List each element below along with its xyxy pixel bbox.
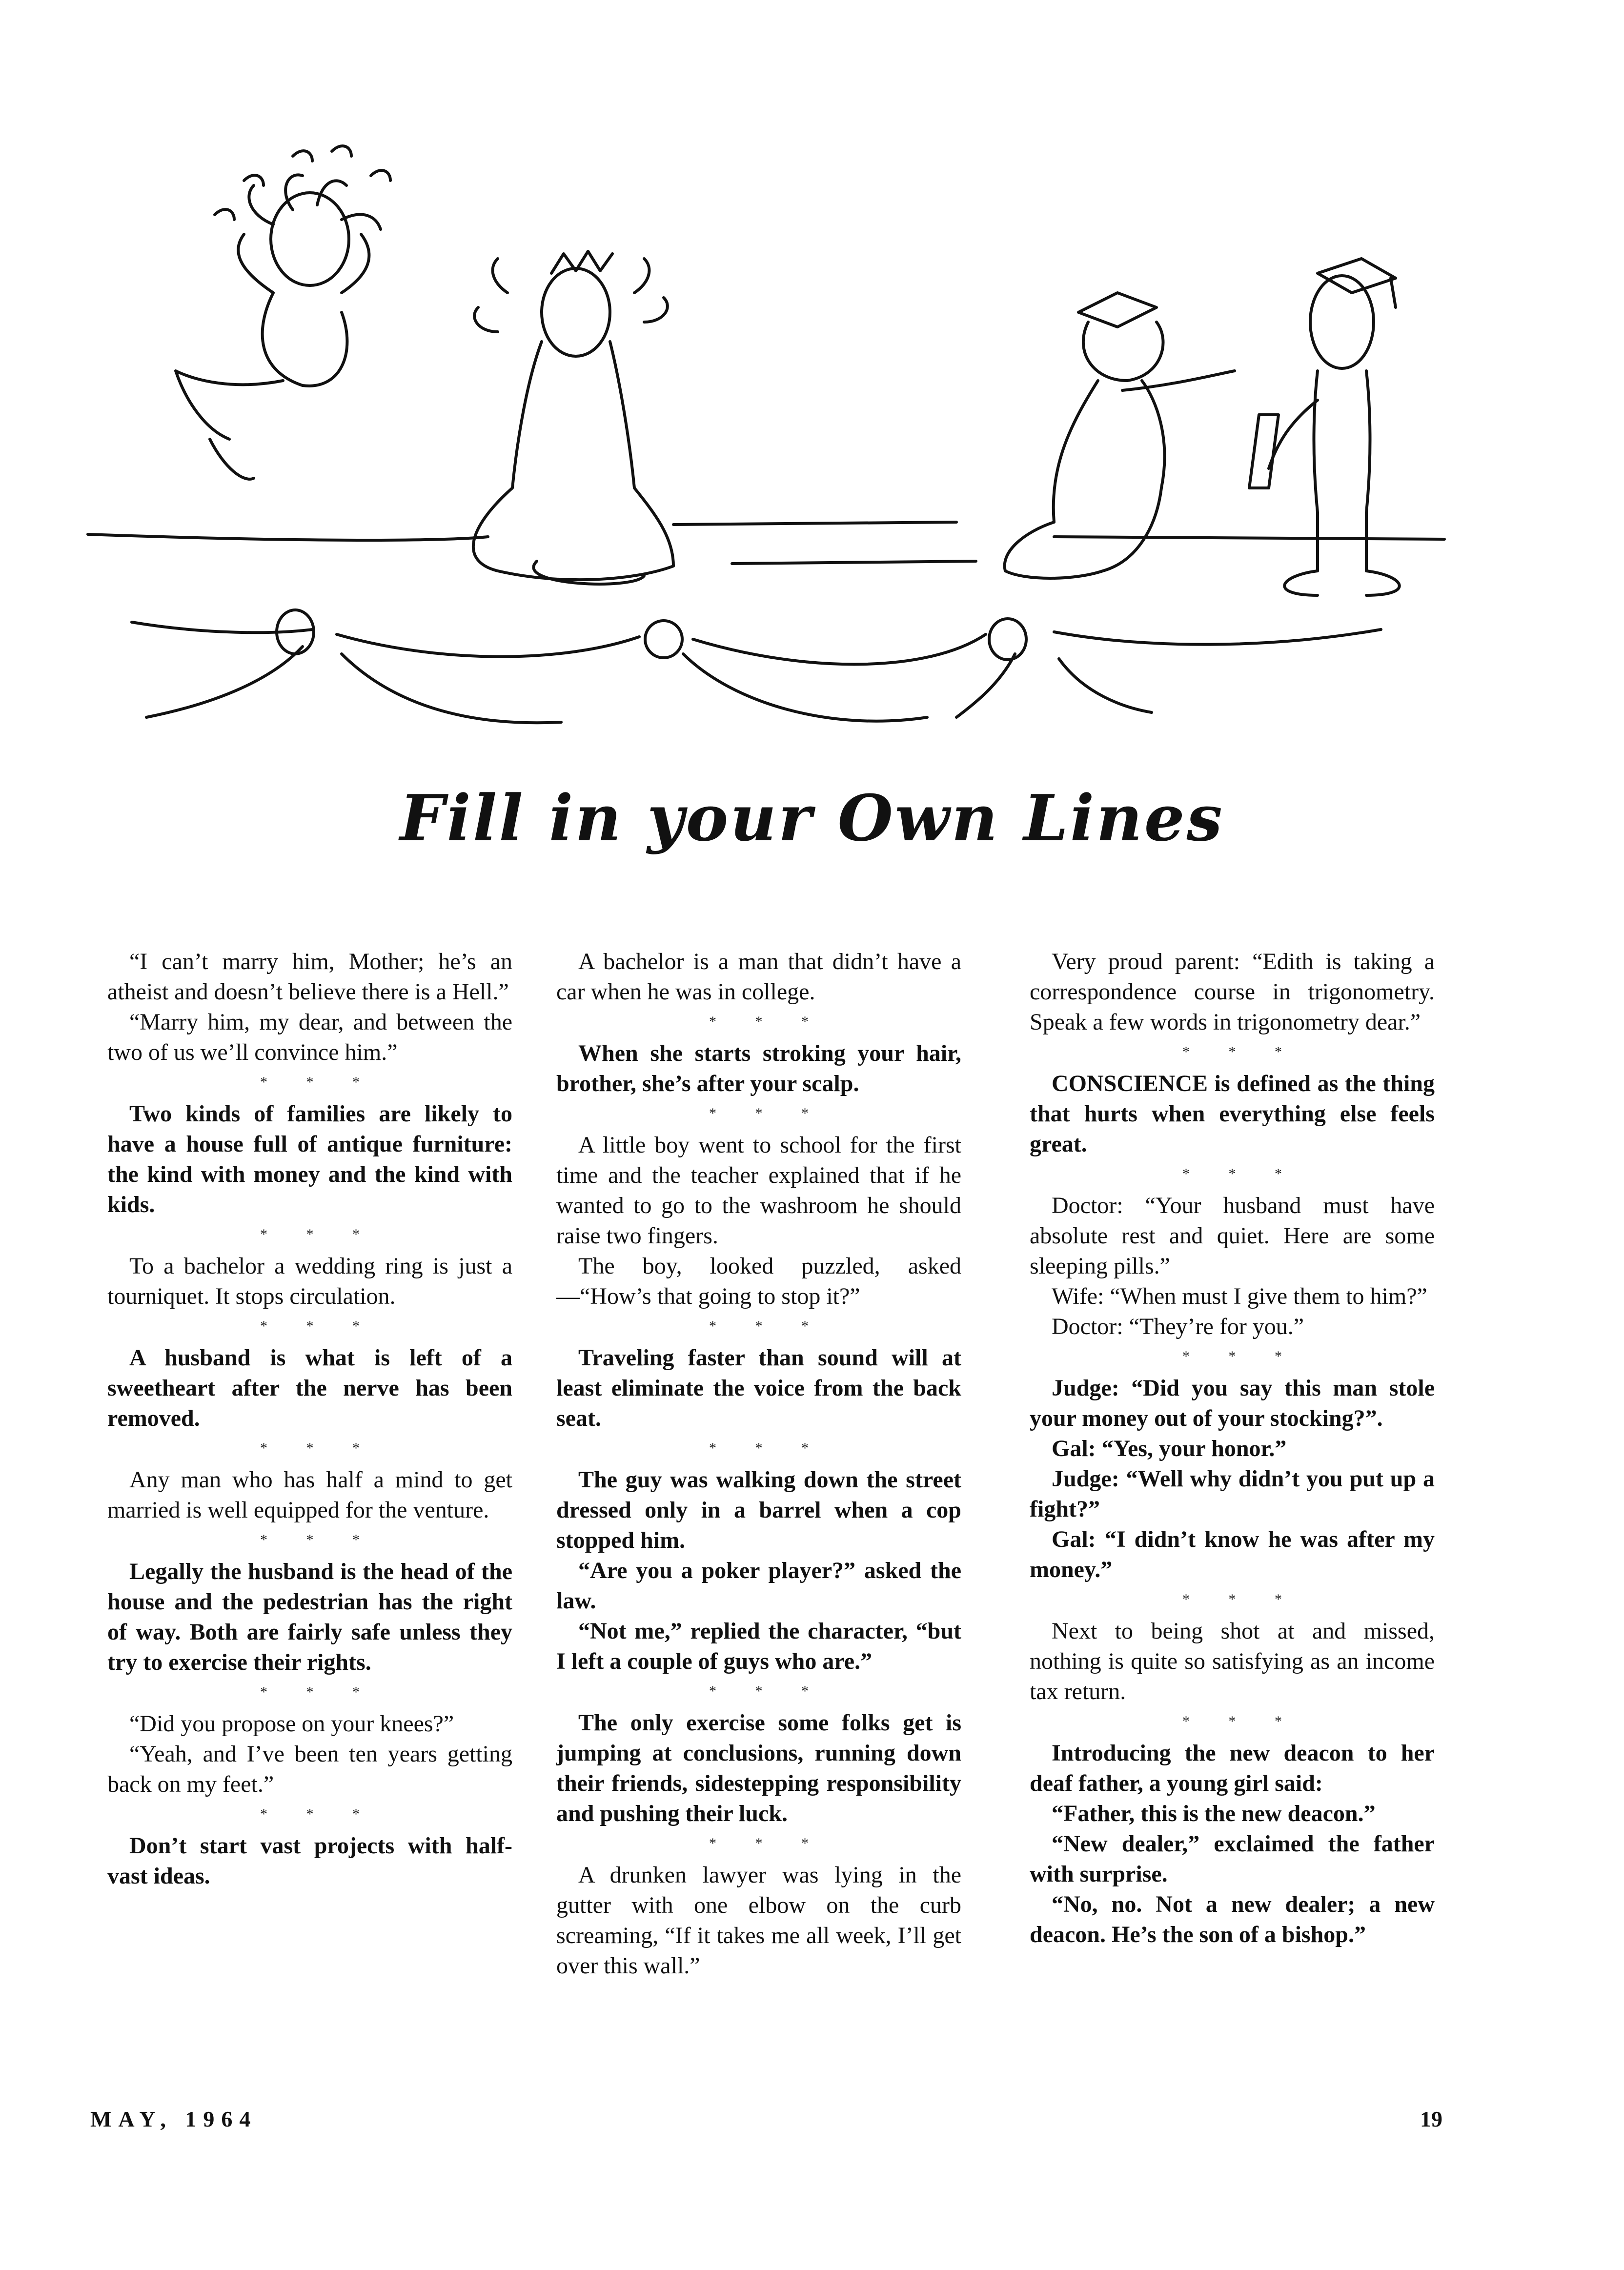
section-separator: * * *: [1182, 1348, 1299, 1364]
section-separator: * * *: [1182, 1044, 1299, 1060]
joke-item: [556, 1130, 961, 1312]
page-title: Fill in your Own Lines: [400, 781, 1224, 855]
section-separator: * * *: [709, 1318, 826, 1334]
section-separator: * * *: [260, 1226, 377, 1242]
joke-paragraph: Traveling faster than sound will at least eliminate the voice from the back seat.: [556, 1345, 961, 1431]
joke-item: [107, 1709, 512, 1800]
stage-floor-line: [732, 561, 976, 564]
curtain-swag: [337, 634, 639, 657]
footer-issue-date: MAY, 1964: [90, 2107, 258, 2131]
stage-floor-line: [88, 534, 488, 540]
section-separator: * * *: [260, 1440, 377, 1456]
joke-paragraph: Wife: “When must I give them to him?”: [1052, 1283, 1427, 1309]
joke-paragraph: A drunken lawyer was lying in the gutter with one elbow on the curb screaming, “If it takes me all week, I’ll get over this wall.”: [556, 1862, 961, 1979]
joke-paragraph: Doctor: “Your husband must have absolute rest and quiet. Here are some sleeping pills.”: [1030, 1193, 1435, 1279]
footer-page-number: 19: [1420, 2107, 1442, 2131]
joke-item: [556, 947, 961, 1007]
curtain-swag: [1054, 629, 1381, 645]
joke-paragraph: The boy, looked puzzled, asked —“How’s that going to stop it?”: [556, 1253, 961, 1309]
joke-item: [107, 947, 512, 1068]
joke-item: [1030, 947, 1435, 1037]
joke-paragraph: Don’t start vast projects with half-vast ideas.: [107, 1833, 512, 1889]
joke-item: [1030, 1373, 1435, 1585]
joke-item: [556, 1860, 961, 1981]
stage-floor-line: [673, 522, 956, 525]
section-separator: * * *: [1182, 1166, 1299, 1182]
joke-item: [107, 1343, 512, 1434]
joke-paragraph: “No, no. Not a new dealer; a new deacon. He’s the son of a bishop.”: [1030, 1891, 1435, 1947]
curtain-swag: [146, 647, 303, 717]
joke-paragraph: Very proud parent: “Edith is taking a correspondence course in trigonometry. Speak a few words in trigonometry dear.”: [1030, 949, 1435, 1035]
curtain-swag: [1059, 659, 1152, 712]
joke-paragraph: “Are you a poker player?” asked the law.: [556, 1558, 961, 1614]
joke-item: [556, 1465, 961, 1677]
curtain-swag: [342, 654, 561, 723]
joke-item: [107, 1251, 512, 1312]
column-2: [556, 947, 961, 1981]
curtain-swag: [693, 634, 986, 664]
section-separator: * * *: [1182, 1591, 1299, 1607]
section-separator: * * *: [709, 1105, 826, 1121]
joke-paragraph: “Not me,” replied the character, “but I left a couple of guys who are.”: [556, 1618, 961, 1674]
curtain-tassel: [645, 621, 682, 658]
joke-item: [1030, 1616, 1435, 1707]
curtain-swag: [132, 622, 312, 632]
joke-item: [1030, 1069, 1435, 1159]
joke-item: [556, 1343, 961, 1434]
joke-paragraph: A bachelor is a man that didn’t have a car when he was in college.: [556, 949, 961, 1005]
section-separator: * * *: [260, 1806, 377, 1822]
joke-item: [107, 1465, 512, 1525]
joke-paragraph: “Did you propose on your knees?”: [129, 1711, 454, 1737]
curtain-swag: [956, 654, 1015, 717]
joke-paragraph: Introducing the new deacon to her deaf father, a young girl said:: [1030, 1740, 1435, 1796]
joke-paragraph: Two kinds of families are likely to have a house full of antique furniture: the kind with money and the kind with kids.: [107, 1101, 512, 1217]
joke-paragraph: A husband is what is left of a sweetheart after the nerve has been removed.: [107, 1345, 512, 1431]
cartoon-illustration: [0, 0, 1624, 771]
section-separator: * * *: [260, 1684, 377, 1700]
queen-figure: [473, 251, 673, 584]
joke-paragraph: “Marry him, my dear, and between the two of us we’ll convince him.”: [107, 1009, 512, 1065]
joke-paragraph: “I can’t marry him, Mother; he’s an atheist and doesn’t believe there is a Hell.”: [107, 949, 512, 1005]
column-3: [1030, 947, 1435, 1950]
joke-paragraph: CONSCIENCE is defined as the thing that hurts when everything else feels great.: [1030, 1071, 1435, 1157]
joke-item: [107, 1557, 512, 1678]
joke-paragraph: “New dealer,” exclaimed the father with surprise.: [1030, 1831, 1435, 1887]
joke-paragraph: “Yeah, and I’ve been ten years getting back on my feet.”: [107, 1741, 512, 1797]
joke-paragraph: Gal: “Yes, your honor.”: [1052, 1436, 1287, 1461]
joke-paragraph: “Father, this is the new deacon.”: [1052, 1801, 1376, 1826]
section-separator: * * *: [260, 1532, 377, 1548]
joke-paragraph: To a bachelor a wedding ring is just a tourniquet. It stops circulation.: [107, 1253, 512, 1309]
section-separator: * * *: [260, 1318, 377, 1334]
section-separator: * * *: [709, 1440, 826, 1456]
joke-item: [107, 1831, 512, 1891]
section-separator: * * *: [709, 1013, 826, 1030]
joke-item: [1030, 1191, 1435, 1342]
joke-paragraph: Next to being shot at and missed, nothing is quite so satisfying as an income tax return.: [1030, 1618, 1435, 1704]
section-separator: * * *: [709, 1835, 826, 1851]
joke-item: [1030, 1738, 1435, 1950]
column-1: [107, 947, 512, 1891]
section-separator: * * *: [709, 1683, 826, 1699]
section-separator: * * *: [1182, 1713, 1299, 1729]
stage-floor-line: [1054, 537, 1444, 539]
joke-paragraph: Gal: “I didn’t know he was after my money.”: [1030, 1526, 1435, 1582]
mermaid-figure: [176, 146, 390, 479]
joke-paragraph: Legally the husband is the head of the house and the pedestrian has the right of way. Both are fairly safe unless they try to exercise their rights.: [107, 1559, 512, 1675]
graduates-figures: [1005, 259, 1400, 595]
joke-paragraph: Any man who has half a mind to get married is well equipped for the venture.: [107, 1467, 512, 1523]
joke-paragraph: Judge: “Did you say this man stole your money out of your stocking?”.: [1030, 1375, 1435, 1431]
joke-paragraph: The guy was walking down the street dressed only in a barrel when a cop stopped him.: [556, 1467, 961, 1553]
joke-paragraph: Doctor: “They’re for you.”: [1052, 1314, 1304, 1339]
curtain-tassel: [989, 619, 1026, 660]
joke-item: [556, 1708, 961, 1829]
joke-paragraph: Judge: “Well why didn’t you put up a fight?”: [1030, 1466, 1435, 1522]
joke-item: [107, 1099, 512, 1220]
joke-paragraph: The only exercise some folks get is jumping at conclusions, running down their friends, sidestepping responsibility and pushing their luck.: [556, 1710, 961, 1826]
section-separator: * * *: [260, 1074, 377, 1090]
joke-paragraph: When she starts stroking your hair, brother, she’s after your scalp.: [556, 1040, 961, 1096]
joke-item: [556, 1038, 961, 1099]
joke-paragraph: A little boy went to school for the first time and the teacher explained that if he wanted to go to the washroom he should raise two fingers.: [556, 1132, 961, 1249]
